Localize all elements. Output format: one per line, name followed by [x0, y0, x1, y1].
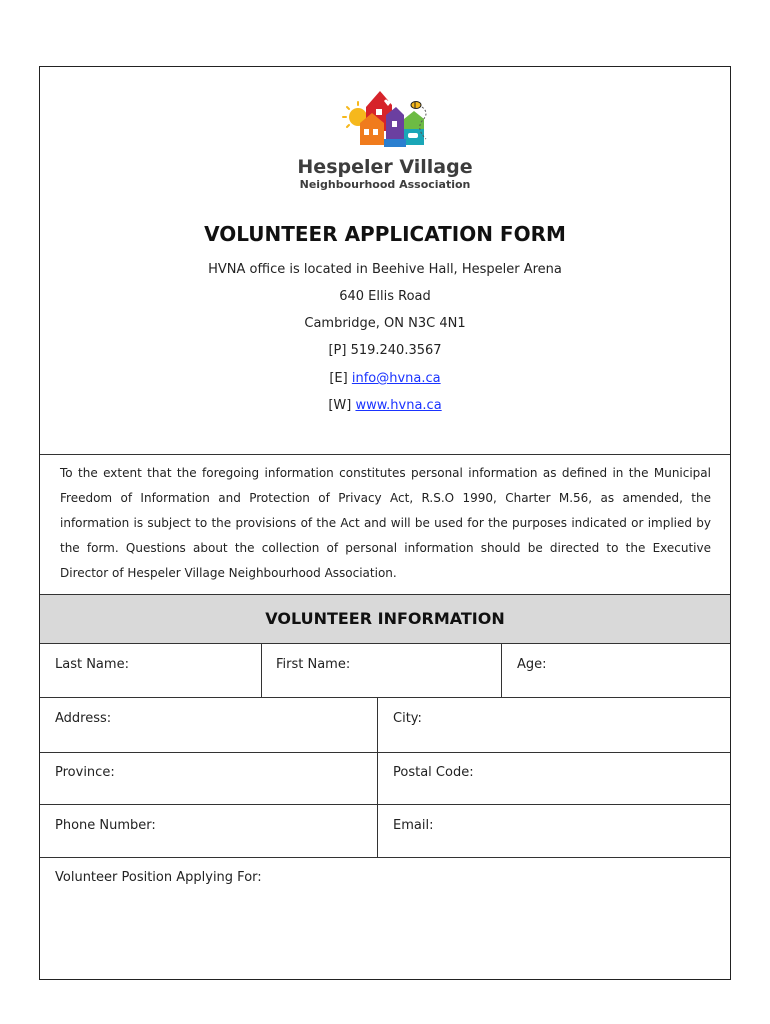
org-name: Hespeler Village — [297, 156, 473, 178]
position-field[interactable]: Volunteer Position Applying For: — [55, 870, 262, 885]
email-prefix: [E] — [329, 371, 348, 386]
column-divider — [261, 644, 262, 697]
email-field[interactable]: Email: — [393, 818, 434, 833]
row-divider — [40, 804, 730, 805]
privacy-notice: To the extent that the foregoing information constitutes personal information as defined in the Municipal Freedom of Information and Protection of Privacy Act, R.S.O 1990, Charter M.56, as amended, the information is subject to the provisions of the Act and will be used for the purposes indicated or implied by the form. Questions about the collection of personal information should be directed to the Executive Director of Hespeler Village Neighbourhood Association. — [60, 466, 711, 580]
province-field[interactable]: Province: — [55, 765, 115, 780]
section-title: VOLUNTEER INFORMATION — [40, 594, 730, 644]
contact-phone — [0, 343, 770, 358]
postal-code-field[interactable]: Postal Code: — [393, 765, 474, 780]
city-field[interactable]: City: — [393, 711, 422, 726]
contact-line-2: 640 Ellis Road — [339, 289, 431, 304]
hvna-logo — [340, 85, 435, 160]
web-prefix: [W] — [328, 398, 352, 413]
last-name-field[interactable]: Last Name: — [55, 657, 129, 672]
phone-number-field[interactable]: Phone Number: — [55, 818, 156, 833]
website-link[interactable]: www.hvna.ca — [355, 398, 442, 413]
age-field[interactable]: Age: — [517, 657, 547, 672]
phone-prefix: [P] — [328, 343, 347, 358]
column-divider — [501, 644, 502, 697]
contact-email — [0, 371, 770, 386]
first-name-field[interactable]: First Name: — [276, 657, 351, 672]
contact-line-3: Cambridge, ON N3C 4N1 — [304, 316, 466, 331]
phone-number: 519.240.3567 — [350, 343, 442, 358]
form-title: VOLUNTEER APPLICATION FORM — [204, 222, 566, 246]
contact-web — [0, 398, 770, 413]
email-link[interactable]: info@hvna.ca — [351, 371, 441, 386]
contact-line-1: HVNA office is located in Beehive Hall, Hespeler Arena — [208, 262, 562, 277]
address-field[interactable]: Address: — [55, 711, 112, 726]
column-divider — [377, 697, 378, 857]
row-divider — [40, 857, 730, 858]
row-divider — [40, 752, 730, 753]
row-divider — [40, 697, 730, 698]
org-subtitle: Neighbourhood Association — [299, 178, 471, 191]
